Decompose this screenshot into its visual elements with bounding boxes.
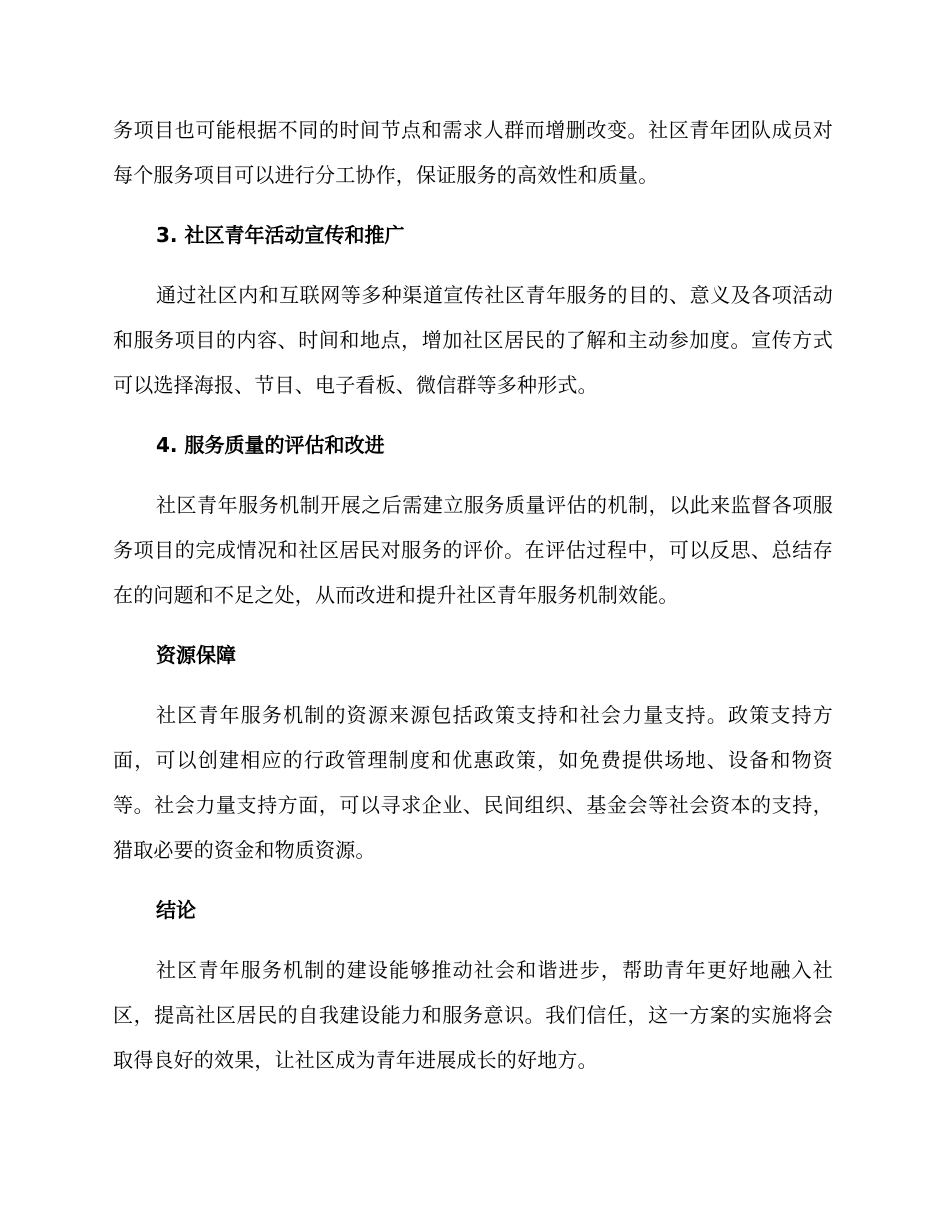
paragraph-publicity: 通过社区内和互联网等多种渠道宣传社区青年服务的目的、意义及各项活动和服务项目的内容、时间和地点，增加社区居民的了解和主动参加度。宣传方式可以选择海报、节目、电子看板、微信群等多种形式。 — [113, 283, 833, 397]
section-heading-resources: 资源保障 — [156, 643, 236, 667]
paragraph-resources: 社区青年服务机制的资源来源包括政策支持和社会力量支持。政策支持方面，可以创建相应的行政管理制度和优惠政策，如免费提供场地、设备和物资等。社会力量支持方面，可以寻求企业、民间组织、基金会等社会资本的支持，猎取必要的资金和物质资源。 — [113, 703, 833, 862]
paragraph-continued: 务项目也可能根据不同的时间节点和需求人群而增删改变。社区青年团队成员对每个服务项目可以进行分工协作，保证服务的高效性和质量。 — [113, 118, 833, 187]
section-heading-quality: 4. 服务质量的评估和改进 — [156, 433, 385, 457]
section-heading-publicity: 3. 社区青年活动宣传和推广 — [156, 223, 405, 247]
document-page — [113, 108, 833, 1083]
paragraph-quality: 社区青年服务机制开展之后需建立服务质量评估的机制，以此来监督各项服务项目的完成情况和社区居民对服务的评价。在评估过程中，可以反思、总结存在的问题和不足之处，从而改进和提升社区青年服务机制效能。 — [113, 493, 833, 607]
section-heading-conclusion: 结论 — [156, 898, 196, 922]
paragraph-conclusion: 社区青年服务机制的建设能够推动社会和谐进步，帮助青年更好地融入社区，提高社区居民的自我建设能力和服务意识。我们信任，这一方案的实施将会取得良好的效果，让社区成为青年进展成长的好地方。 — [113, 958, 833, 1072]
